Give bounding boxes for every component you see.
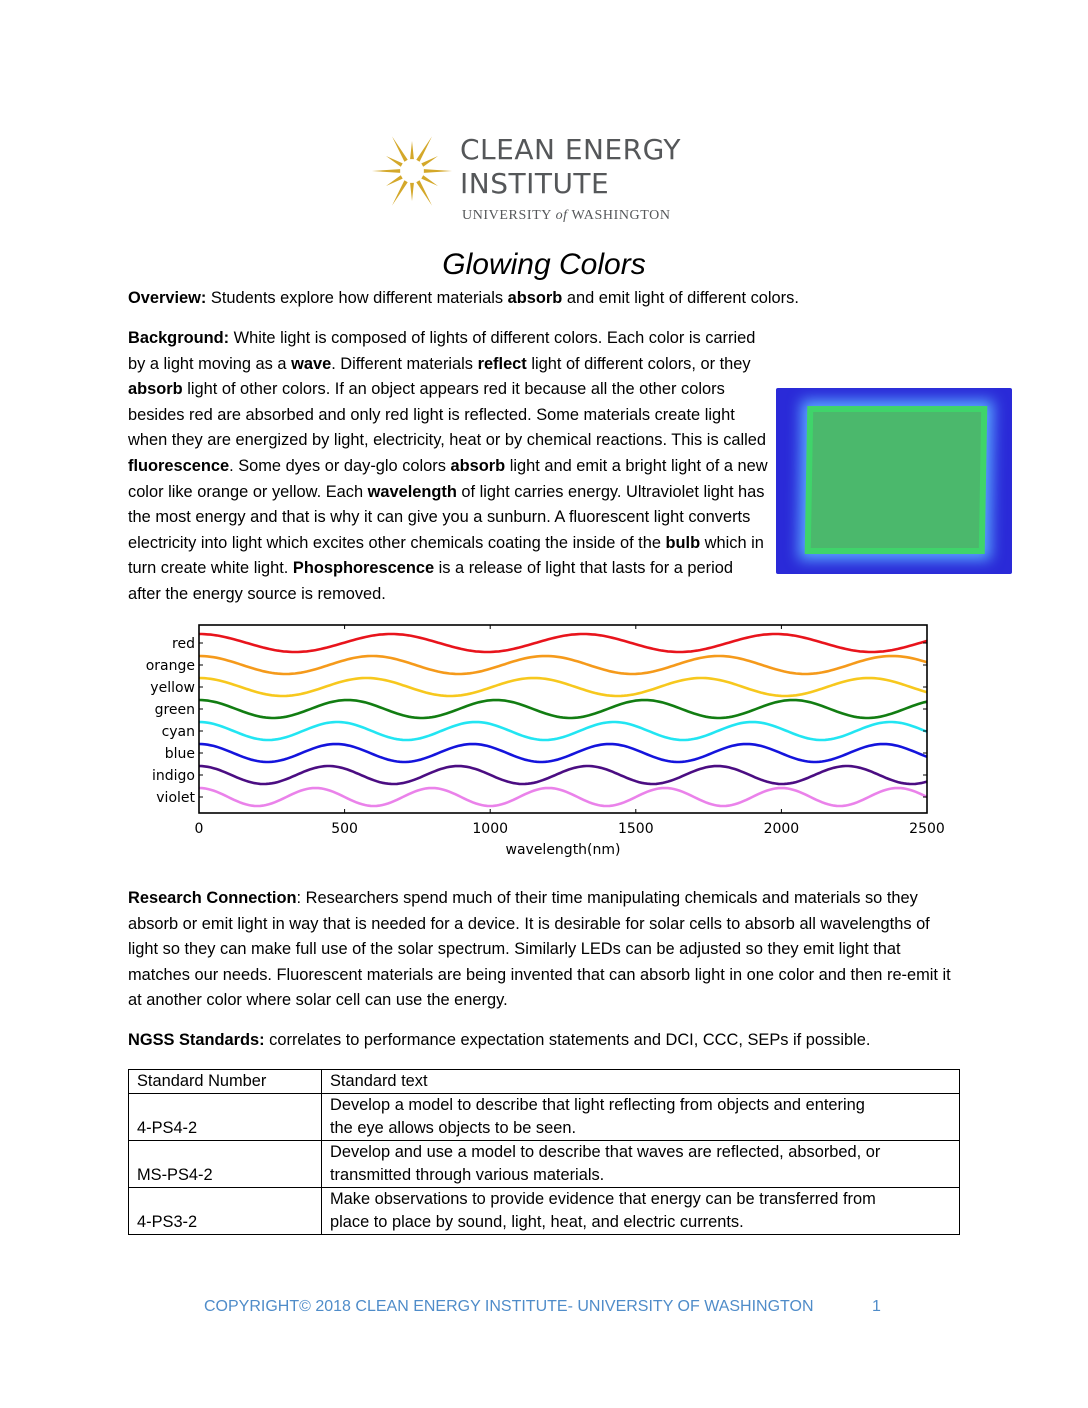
page-number: 1 [872,1298,881,1315]
x-tick-label: 2500 [909,821,945,837]
series-cyan [199,722,927,740]
research-connection-paragraph: Research Connection: Researchers spend much of their time manipulating chemicals and materials so they absorb or emit light in way that is needed for a device. It is desirable for solar cells to absorb all wavelengths of light so they can make full use of the solar spectrum. Similarly LEDs can be adjusted so they emit light that matches our needs. Fluorescent materials are being invented that can absorb light in one color and then re-emit it at another color where solar cell can use the energy. [128,889,951,1010]
y-label-orange: orange [145,658,195,674]
x-axis-label: wavelength(nm) [505,842,621,858]
x-tick-label: 500 [331,821,358,837]
table-row: 4-PS4-2 Develop a model to describe that light reflecting from objects and entering the eye allows objects to be seen. [129,1094,960,1141]
header-standard-text: Standard text [322,1070,960,1094]
overview-label: Overview: [128,289,207,307]
ngss-paragraph: NGSS Standards: correlates to performance expectation statements and DCI, CCC, SEPs if possible. [128,1031,871,1049]
y-label-yellow: yellow [150,680,195,696]
series-green [199,700,927,718]
background-label: Background: [128,329,230,347]
x-tick-label: 0 [194,821,204,837]
research-label: Research Connection [128,889,297,907]
sunburst-icon [372,126,452,216]
y-label-red: red [172,636,195,652]
y-label-cyan: cyan [161,724,195,740]
series-indigo [199,766,927,784]
header-standard-number: Standard Number [129,1070,322,1094]
y-label-violet: violet [156,790,195,806]
table-header-row [129,1070,960,1094]
logo-line-3: UNIVERSITY of WASHINGTON [462,208,671,223]
logo-line-2: INSTITUTE [460,167,610,200]
y-label-blue: blue [164,746,195,762]
x-tick-label: 1500 [617,821,654,837]
overview-paragraph: Overview: Students explore how different materials absorb and emit light of different colors. [128,289,799,307]
series-violet [199,788,927,806]
table-row: MS-PS4-2 Develop and use a model to describe that waves are reflected, absorbed, or transmitted through various materials. [129,1141,960,1188]
wave-plot [128,620,958,860]
wavelength-chart [128,620,958,860]
x-tick-label: 2000 [763,821,800,837]
table-row: 4-PS3-2 Make observations to provide evidence that energy can be transferred from place to place by sound, light, heat, and electric currents. [129,1188,960,1235]
x-tick-label: 1000 [472,821,509,837]
logo-line-1: CLEAN ENERGY [460,133,682,166]
footer-copyright: COPYRIGHT© 2018 CLEAN ENERGY INSTITUTE- UNIVERSITY OF WASHINGTON [204,1298,814,1315]
clean-energy-institute-logo [372,124,722,228]
y-label-indigo: indigo [152,768,195,784]
fluorescent-plate-photo [776,388,1012,574]
page-title: Glowing Colors [442,248,646,281]
y-label-green: green [154,702,195,718]
ngss-label: NGSS Standards: [128,1031,265,1049]
background-text: White light is composed of lights of different colors. Each color is carried by a light moving as a wave. Different materials reflect light of different colors, or they absorb light of other colors. If an object appears red it because all the other colors besides red are absorbed and only red light is reflected. Some materials create light when they are energized by light, electricity, heat or by chemical reactions. This is called fluorescence. Some dyes or day-glo colors absorb light and emit a bright light of a new color like orange or yellow. Each wavelength of light carries energy. Ultraviolet light has the most energy and that is why it can give you a sunburn. A fluorescent light converts electricity into light which excites other chemicals coating the inside of the bulb which in turn create white light. Phosphorescence is a release of light that lasts for a period after the energy source is removed. [128,329,768,603]
series-blue [199,744,927,762]
series-red [199,634,927,652]
series-orange [199,656,927,674]
glowing-plate [805,406,988,554]
standards-table [128,1069,960,1235]
series-yellow [199,678,927,696]
